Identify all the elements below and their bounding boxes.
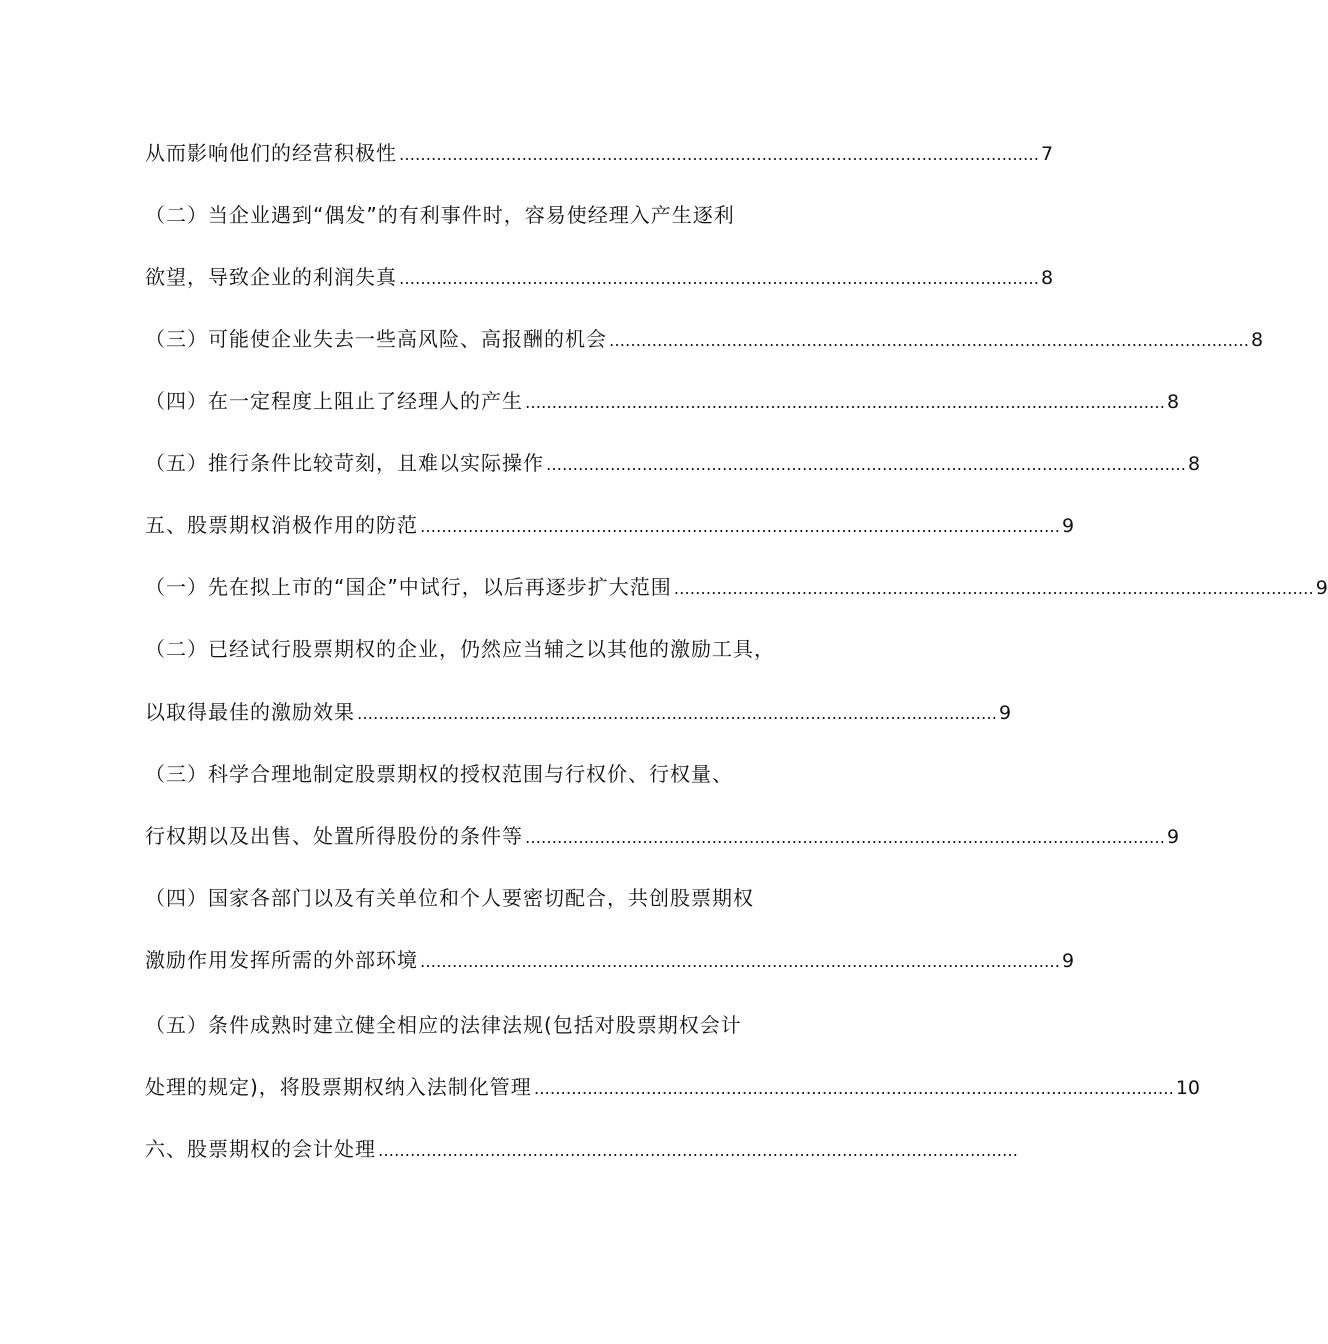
- toc-page-number: 9: [1062, 515, 1075, 537]
- toc-leader-dots: …………………………………………………………………………………………………………: [546, 455, 1186, 474]
- toc-entry[interactable]: [145, 759, 807, 789]
- toc-entry[interactable]: [145, 386, 1180, 416]
- toc-leader-dots: …………………………………………………………………………………………………………: [525, 393, 1165, 412]
- toc-entry[interactable]: [145, 262, 1054, 292]
- toc-page-number: 9: [999, 702, 1012, 724]
- toc-entry[interactable]: [145, 945, 1075, 975]
- toc-entry-title: 欲望，导致企业的利润失真: [145, 265, 397, 289]
- toc-entry-title: 以取得最佳的激励效果: [145, 700, 355, 724]
- toc-page-number: 9: [1167, 826, 1180, 848]
- toc-entry-title: （二）已经试行股票期权的企业，仍然应当辅之以其他的激励工具，: [145, 637, 775, 661]
- toc-entry-title: （一）先在拟上市的“国企”中试行，以后再逐步扩大范围: [145, 575, 672, 599]
- toc-leader-dots: …………………………………………………………………………………………………………: [420, 517, 1060, 536]
- toc-leader-dots: …………………………………………………………………………………………………………: [673, 579, 1314, 598]
- toc-entry-title: 从而影响他们的经营积极性: [145, 141, 397, 165]
- toc-entry[interactable]: [145, 697, 1012, 727]
- toc-page-number: 8: [1188, 453, 1201, 475]
- toc-page-number: 8: [1251, 329, 1264, 351]
- toc-entry-title: 处理的规定)，将股票期权纳入法制化管理: [145, 1075, 532, 1099]
- toc-page-number: 8: [1041, 267, 1054, 289]
- toc-entry[interactable]: [145, 324, 1264, 354]
- toc-entry-title: （二）当企业遇到“偶发”的有利事件时，容易使经理入产生逐利: [145, 203, 735, 227]
- toc-leader-dots: …………………………………………………………………………………………………………: [420, 952, 1060, 971]
- toc-entry[interactable]: [145, 572, 1328, 602]
- toc-entry[interactable]: [145, 1072, 1200, 1102]
- toc-entry-title: （三）科学合理地制定股票期权的授权范围与行权价、行权量、: [145, 762, 733, 786]
- toc-leader-dots: …………………………………………………………………………………………………………: [357, 704, 997, 723]
- toc-entry-title: 六、股票期权的会计处理: [145, 1137, 376, 1161]
- toc-leader-dots: …………………………………………………………………………………………………………: [609, 331, 1249, 350]
- toc-page-number: 7: [1041, 143, 1054, 165]
- toc-entry[interactable]: [145, 200, 807, 230]
- toc-leader-dots: …………………………………………………………………………………………………………: [399, 269, 1039, 288]
- toc-leader-dots: …………………………………………………………………………………………………………: [399, 145, 1039, 164]
- toc-entry-title: （四）在一定程度上阻止了经理人的产生: [145, 389, 523, 413]
- toc-leader-dots: …………………………………………………………………………………………………………: [533, 1079, 1174, 1098]
- toc-entry-title: 激励作用发挥所需的外部环境: [145, 948, 418, 972]
- toc-leader-dots: …………………………………………………………………………………………………………: [525, 828, 1165, 847]
- toc-entry[interactable]: [145, 138, 1054, 168]
- toc-entry-title: 五、股票期权消极作用的防范: [145, 513, 418, 537]
- toc-entry-title: 行权期以及出售、处置所得股份的条件等: [145, 824, 523, 848]
- toc-page-number: 8: [1167, 391, 1180, 413]
- toc-entry[interactable]: [145, 821, 1180, 851]
- toc-leader-dots: …………………………………………………………………………………………………………: [378, 1141, 1018, 1160]
- toc-entry[interactable]: [145, 1010, 807, 1040]
- toc-entry-title: （四）国家各部门以及有关单位和个人要密切配合，共创股票期权: [145, 886, 754, 910]
- toc-entry[interactable]: [145, 634, 807, 664]
- toc-page-number: 9: [1315, 577, 1328, 599]
- toc-page-number: 10: [1175, 1077, 1200, 1099]
- toc-entry-title: （五）推行条件比较苛刻，且难以实际操作: [145, 451, 544, 475]
- toc-entry[interactable]: [145, 1134, 1018, 1164]
- toc-entry[interactable]: [145, 883, 807, 913]
- toc-entry-title: （三）可能使企业失去一些高风险、高报酬的机会: [145, 327, 607, 351]
- toc-entry[interactable]: [145, 510, 1075, 540]
- toc-entry-title: （五）条件成熟时建立健全相应的法律法规(包括对股票期权会计: [145, 1013, 742, 1037]
- toc-page-number: 9: [1062, 950, 1075, 972]
- toc-entry[interactable]: [145, 448, 1201, 478]
